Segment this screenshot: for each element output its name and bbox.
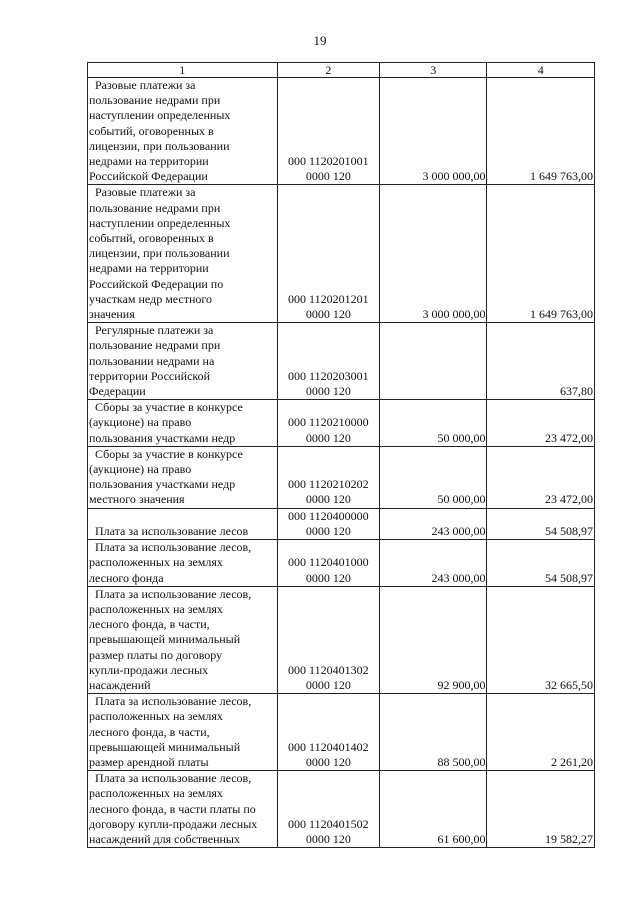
- revenue-name-text: Плата за использование лесов, расположенных на землях лесного фонда, в части платы по договору купли-продажи лесных насаждений для собственных: [89, 771, 258, 846]
- actual-amount-cell: 637,80: [487, 323, 595, 400]
- budget-code-cell: [277, 78, 379, 185]
- budget-code-text: 000 1120401000 0000 120: [288, 555, 369, 585]
- budget-code-text: 000 1120401402 0000 120: [288, 739, 369, 769]
- actual-amount-cell: 1 649 763,00: [487, 78, 595, 185]
- revenue-name-cell: [88, 78, 278, 185]
- revenue-name-cell: [88, 586, 278, 693]
- actual-amount-cell: 19 582,27: [487, 771, 595, 848]
- table-row: [88, 446, 595, 508]
- table-row: [88, 400, 595, 447]
- budget-code-text: 000 1120210202 0000 120: [288, 477, 369, 507]
- planned-amount-cell: 50 000,00: [380, 446, 487, 508]
- planned-amount-cell: 243 000,00: [380, 508, 487, 539]
- planned-amount-cell: 3 000 000,00: [380, 185, 487, 323]
- revenue-name-text: Сборы за участие в конкурсе (аукционе) на право пользования участками недр: [89, 400, 243, 445]
- table-row: [88, 185, 595, 323]
- budget-code-text: 000 1120210000 0000 120: [288, 415, 369, 445]
- budget-code-cell: [277, 586, 379, 693]
- table-row: [88, 508, 595, 539]
- planned-amount-cell: 243 000,00: [380, 540, 487, 587]
- budget-code-text: 000 1120400000 0000 120: [288, 508, 369, 538]
- revenue-name-text: Плата за использование лесов, расположенных на землях лесного фонда: [89, 540, 252, 585]
- column-header-4: 4: [487, 63, 595, 78]
- table-header-row: [88, 63, 595, 78]
- budget-code-cell: [277, 694, 379, 771]
- revenue-name-text: Разовые платежи за пользование недрами при наступлении определенных событий, оговоренных в лицензии, при пользовании недрами на территории Российской Федерации по участкам недр местного значения: [89, 185, 231, 322]
- budget-code-text: 000 1120201001 0000 120: [288, 154, 369, 184]
- table-row: [88, 771, 595, 848]
- budget-code-cell: [277, 446, 379, 508]
- revenue-name-cell: [88, 400, 278, 447]
- revenue-name-cell: [88, 323, 278, 400]
- actual-amount-cell: 2 261,20: [487, 694, 595, 771]
- page-number: 19: [313, 33, 327, 48]
- actual-amount-cell: 1 649 763,00: [487, 185, 595, 323]
- revenue-name-cell: [88, 771, 278, 848]
- revenue-name-text: Плата за использование лесов, расположенных на землях лесного фонда, в части, превышающей минимальный размер платы по договору купли-продажи лесных насаждений: [89, 586, 252, 692]
- budget-code-cell: [277, 323, 379, 400]
- table-row: [88, 78, 595, 185]
- budget-code-cell: [277, 540, 379, 587]
- budget-code-text: 000 1120401302 0000 120: [288, 662, 369, 692]
- column-header-3: 3: [380, 63, 487, 78]
- budget-code-cell: [277, 508, 379, 539]
- budget-code-text: 000 1120401502 0000 120: [288, 816, 369, 846]
- actual-amount-cell: 54 508,97: [487, 508, 595, 539]
- budget-code-text: 000 1120203001 0000 120: [288, 368, 369, 399]
- planned-amount-cell: 50 000,00: [380, 400, 487, 447]
- table-body: [88, 63, 595, 848]
- column-header-1: 1: [88, 63, 278, 78]
- budget-code-cell: [277, 185, 379, 323]
- table-row: [88, 694, 595, 771]
- planned-amount-cell: 88 500,00: [380, 694, 487, 771]
- planned-amount-cell: 3 000 000,00: [380, 78, 487, 185]
- revenue-name-cell: [88, 446, 278, 508]
- planned-amount-cell: 92 900,00: [380, 586, 487, 693]
- budget-code-cell: [277, 400, 379, 447]
- revenue-table: [87, 62, 595, 848]
- column-header-2: 2: [277, 63, 379, 78]
- revenue-name-cell: [88, 185, 278, 323]
- revenue-name-cell: [88, 540, 278, 587]
- table-row: [88, 323, 595, 400]
- table-row: [88, 540, 595, 587]
- budget-code-cell: [277, 771, 379, 848]
- actual-amount-cell: 23 472,00: [487, 400, 595, 447]
- planned-amount-cell: 61 600,00: [380, 771, 487, 848]
- revenue-name-text: Регулярные платежи за пользование недрами при пользовании недрами на территории Российской Федерации: [89, 323, 221, 399]
- revenue-name-text: Плата за использование лесов: [95, 523, 249, 538]
- revenue-name-text: Разовые платежи за пользование недрами при наступлении определенных событий, оговоренных в лицензии, при пользовании недрами на территории Российской Федерации: [89, 78, 231, 184]
- budget-code-text: 000 1120201201 0000 120: [288, 291, 369, 322]
- revenue-name-text: Плата за использование лесов, расположенных на землях лесного фонда, в части, превышающей минимальный размер арендной платы: [89, 694, 252, 769]
- actual-amount-cell: 23 472,00: [487, 446, 595, 508]
- revenue-name-text: Сборы за участие в конкурсе (аукционе) на право пользования участками недр местного значения: [89, 446, 243, 507]
- table-row: [88, 586, 595, 693]
- actual-amount-cell: 54 508,97: [487, 540, 595, 587]
- revenue-name-cell: [88, 508, 278, 539]
- planned-amount-cell: [380, 323, 487, 400]
- actual-amount-cell: 32 665,50: [487, 586, 595, 693]
- revenue-name-cell: [88, 694, 278, 771]
